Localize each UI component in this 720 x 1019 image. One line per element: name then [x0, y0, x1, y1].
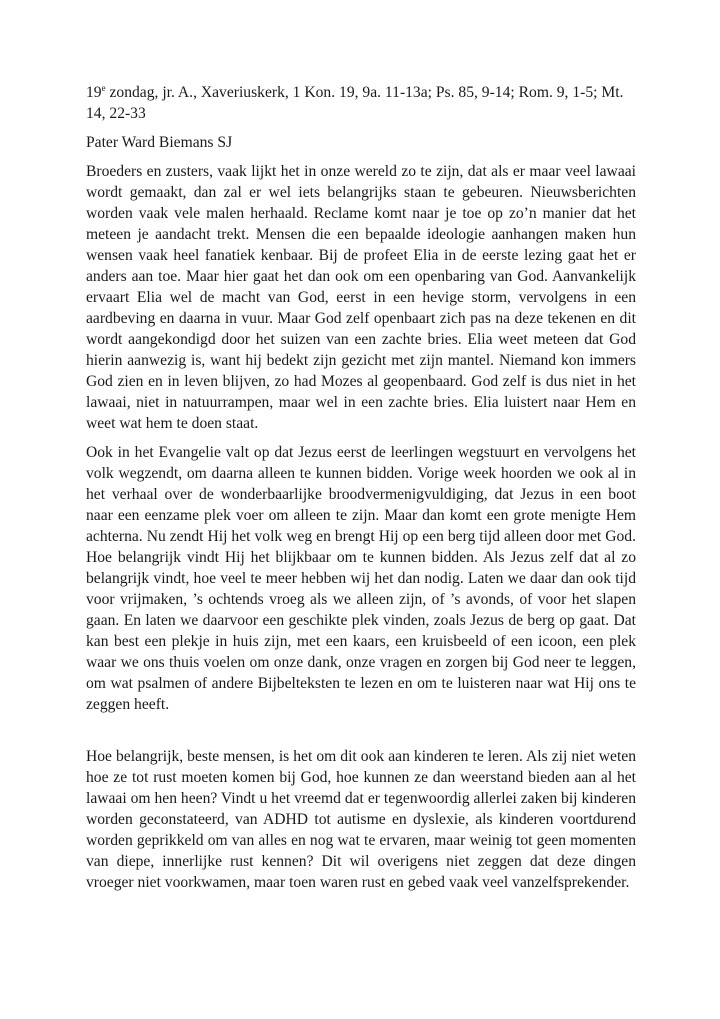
heading-readings: zondag, jr. A., Xaveriuskerk, 1 Kon. 19, 9a. 11-13a; Ps. 85, 9-14; Rom. 9, 1-5; Mt. 14, 22-33: [86, 84, 624, 122]
liturgy-heading: [86, 82, 636, 124]
author-line: Pater Ward Biemans SJ: [86, 134, 233, 151]
paragraph-3: Hoe belangrijk, beste mensen, is het om dit ook aan kinderen te leren. Als zij niet weten hoe ze tot rust moeten komen bij God, hoe kunnen ze dan weerstand bieden aan al het lawaai om hen heen? Vindt u het vreemd dat er tegenwoordig allerlei zaken bij kinderen worden geconstateerd, van ADHD tot autisme en dyslexie, als kinderen voortdurend worden geprikkeld om van alles en nog wat te ervaren, maar weinig tot geen momenten van diepe, innerlijke rust kennen? Dit wil overigens niet zeggen dat deze dingen vroeger niet voorkwamen, maar toen waren rust en gebed vaak veel vanzelfsprekender.: [86, 748, 636, 891]
paragraph-2: Ook in het Evangelie valt op dat Jezus eerst de leerlingen wegstuurt en vervolgens het volk wegzendt, om daarna alleen te kunnen bidden. Vorige week hoorden we ook al in het verhaal over de wonderbaarlijke broodvermenigvuldiging, dat Jezus in een boot naar een eenzame plek voer om alleen te zijn. Maar dan komt een grote menigte Hem achterna. Nu zendt Hij het volk weg en brengt Hij op een berg tijd alleen door met God. Hoe belangrijk vindt Hij het blijkbaar om te kunnen bidden. Als Jezus zelf dat al zo belangrijk vindt, hoe veel te meer hebben wij het dan nodig. Laten we daar dan ook tijd voor vrijmaken, ’s ochtends vroeg als we alleen zijn, of ’s avonds, of voor het slapen gaan. En laten we daarvoor een geschikte plek vinden, zoals Jezus de berg op gaat. Dat kan best een plekje in huis zijn, met een kaars, een kruisbeeld of een icoon, een plek waar we ons thuis voelen om onze dank, onze vragen en zorgen bij God neer te leggen, om wat psalmen of andere Bijbelteksten te lezen en om te luisteren naar wat Hij ons te zeggen heeft.: [86, 444, 636, 713]
sunday-number: 19: [86, 84, 102, 101]
paragraph-1: Broeders en zusters, vaak lijkt het in onze wereld zo te zijn, dat als er maar veel lawaai wordt gemaakt, dan zal er wel iets belangrijks staan te gebeuren. Nieuwsberichten worden vaak vele malen herhaald. Reclame komt naar je toe op zo’n manier dat het meteen je aandacht trekt. Mensen die een bepaalde ideologie aanhangen maken hun wensen vaak heel fanatiek kenbaar. Bij de profeet Elia in de eerste lezing gaat het er anders aan toe. Maar hier gaat het dan ook om een openbaring van God. Aanvankelijk ervaart Elia wel de macht van God, eerst in een hevige storm, vervolgens in een aardbeving en daarna in vuur. Maar God zelf openbaart zich pas na deze tekenen en dit wordt aangekondigd door het suizen van een zachte bries. Elia weet meteen dat God hierin aanwezig is, want hij bedekt zijn gezicht met zijn mantel. Niemand kon immers God zien en in leven blijven, zo had Mozes al geopenbaard. God zelf is dus niet in het lawaai, niet in natuurrampen, maar wel in een zachte bries. Elia luistert naar Hem en weet wat hem te doen staat.: [86, 163, 636, 432]
ordinal-suffix: e: [101, 83, 106, 93]
document-page: [86, 82, 636, 901]
